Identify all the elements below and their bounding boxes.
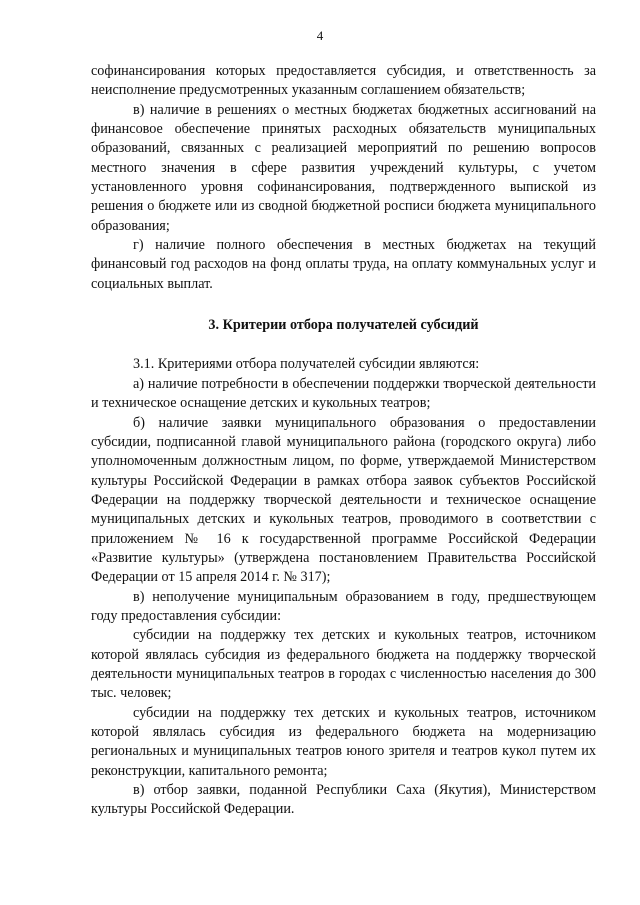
paragraph: в) наличие в решениях о местных бюджетах бюджетных ассигнований на финансовое обеспечение принятых расходных обязательств муниципальных образований, связанных с реализацией мероприятий по решению вопросов местного значения в сфере развития учреждений культуры, с учетом установленного уровня софинансирования, подтвержденного выпиской из решения о бюджете или из сводной бюджетной росписи бюджета муниципального образования; [91, 101, 596, 234]
paragraph: б) наличие заявки муниципального образования о предоставлении субсидии, подписанной главой муниципального района (городского округа) либо уполномоченным должностным лицом, по форме, утверждаемой Министерством культуры Российской Федерации в рамках отбора заявок субъектов Российской Федерации на поддержку творческой деятельности и техническое оснащение муниципальных детских и кукольных театров, проводимого в соответствии с приложением № 16 к государственной программе Российской Федерации «Развитие культуры» (утверждена постановлением Правительства Российской Федерации от 15 апреля 2014 г. № 317); [91, 414, 596, 586]
paragraph: в) отбор заявки, поданной Республики Саха (Якутия), Министерством культуры Российской Федерации. [91, 782, 596, 818]
paragraph: субсидии на поддержку тех детских и кукольных театров, источником которой являлась субсидия из федерального бюджета на модернизацию региональных и муниципальных театров юного зрителя и театров кукол путем их реконструкции, капитального ремонта; [91, 704, 596, 779]
paragraph: в) неполучение муниципальным образованием в году, предшествующем году предоставления субсидии: [91, 588, 596, 624]
paragraph: софинансирования которых предоставляется субсидия, и ответственность за неисполнение предусмотренных указанным соглашением обязательств; [91, 63, 596, 99]
page-number: 4 [316, 28, 324, 43]
document-body [91, 62, 596, 820]
section-heading: 3. Критерии отбора получателей субсидий [208, 317, 479, 334]
paragraph: г) наличие полного обеспечения в местных бюджетах на текущий финансовый год расходов на фонд оплаты труда, на оплату коммунальных услуг и социальных выплат. [91, 237, 596, 292]
paragraph: субсидии на поддержку тех детских и кукольных театров, источником которой являлась субсидия из федерального бюджета на поддержку творческой деятельности муниципальных театров в городах с численностью населения до 300 тыс. человек; [91, 627, 596, 702]
paragraph: а) наличие потребности в обеспечении поддержки творческой деятельности и техническое оснащение детских и кукольных театров; [91, 375, 596, 412]
paragraph: 3.1. Критериями отбора получателей субсидии являются: [133, 356, 480, 373]
